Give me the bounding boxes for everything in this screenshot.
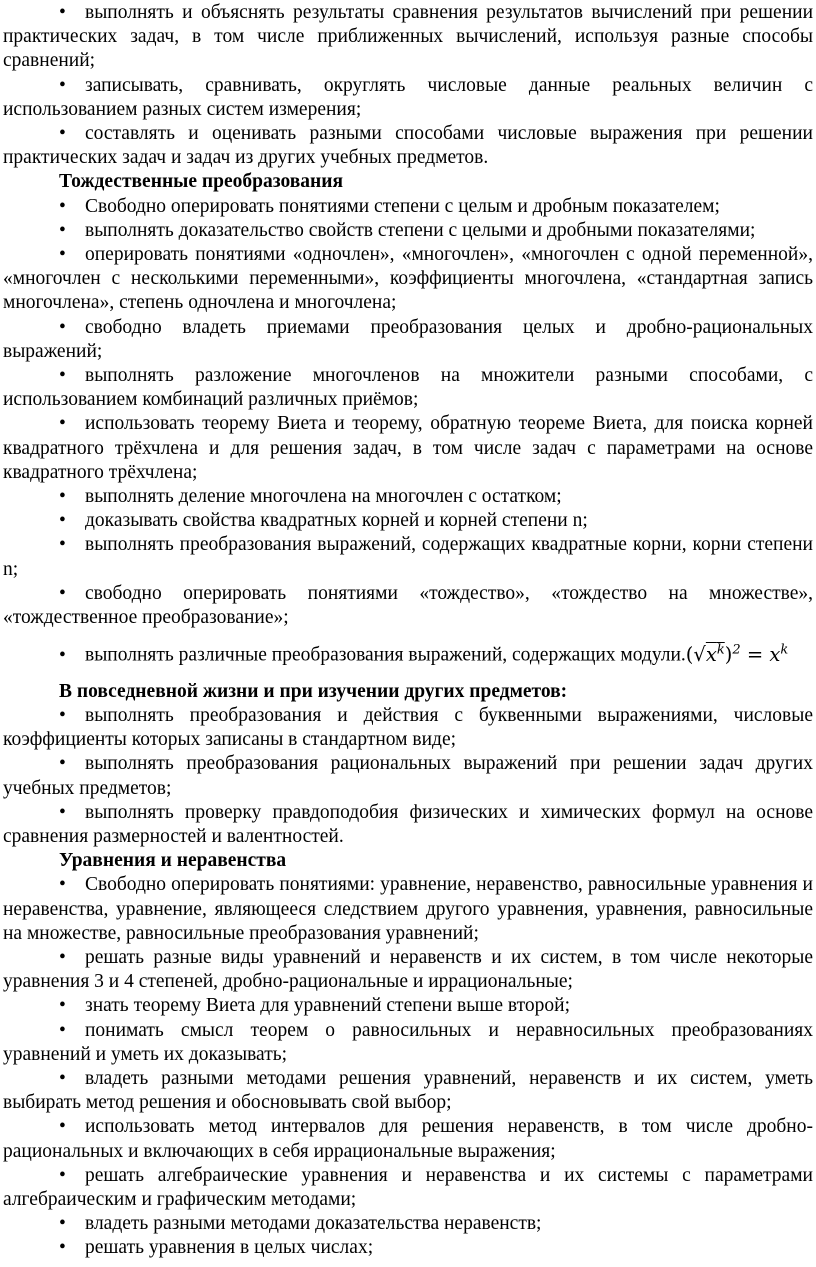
formula-open-paren: ( (685, 642, 694, 666)
bullet: • (59, 947, 66, 969)
bullet: • (59, 1068, 66, 1090)
list-item-text: владеть разными методами решения уравнений, неравенств и их систем, уметь выбирать метод решения и обосновывать свой выбор; (3, 1068, 813, 1114)
list-item (3, 1, 813, 74)
list-item-text: записывать, сравнивать, округлять числовые данные реальных величин с использованием разных систем измерения; (3, 74, 813, 120)
list-item-text: выполнять и объяснять результаты сравнения результатов вычислений при решении практических задач, в том числе приближенных вычислений, используя разные способы сравнений; (3, 2, 813, 72)
bullet: • (59, 123, 66, 145)
list-item (3, 752, 813, 800)
list-item (3, 412, 813, 485)
list-item (3, 1236, 813, 1260)
list-item (3, 195, 813, 219)
bullet: • (59, 486, 66, 508)
list-item-text: решать разные виды уравнений и неравенств и их систем, в том числе некоторые уравнения 3 и 4 степеней, дробно-рациональные и иррациональные; (3, 947, 813, 993)
list-item (3, 994, 813, 1018)
bullet: • (59, 995, 66, 1017)
list-item-text: Свободно оперировать понятиями: уравнение, неравенство, равносильные уравнения и неравенства, уравнение, являющееся следствием другого уравнения, уравнения, равносильные на множестве, равносильные преобразования уравнений; (3, 874, 813, 944)
list-item-text: понимать смысл теорем о равносильных и неравносильных преобразованиях уравнений и уметь их доказывать; (3, 1019, 813, 1065)
bullet: • (59, 244, 66, 266)
list-item (3, 582, 813, 630)
list-item-text: выполнять проверку правдоподобия физических и химических формул на основе сравнения размерностей и валентностей. (3, 801, 813, 847)
list-item (3, 485, 813, 509)
list-item-text: выполнять преобразования выражений, содержащих квадратные корни, корни степени n; (3, 534, 813, 580)
list-item-with-formula (3, 636, 813, 670)
list-item (3, 1067, 813, 1115)
bullet: • (59, 2, 66, 23)
section-heading: Тождественные преобразования (59, 171, 344, 193)
list-item-text: выполнять разложение многочленов на множители разными способами, с использованием комбинаций различных приёмов; (3, 365, 813, 411)
bullet: • (59, 510, 66, 532)
bullet: • (59, 1237, 66, 1259)
bullet: • (59, 413, 66, 435)
list-item-text: выполнять деление многочлена на многочлен с остатком; (85, 486, 562, 508)
bullet: • (59, 219, 66, 241)
list-item-text: владеть разными методами доказательства неравенств; (85, 1213, 542, 1235)
math-formula (686, 643, 788, 666)
section-heading: В повседневной жизни и при изучении других предметов: (59, 680, 568, 702)
list-item (3, 533, 813, 581)
bullet: • (59, 753, 66, 775)
list-item (3, 1115, 813, 1163)
list-item-text: выполнять преобразования и действия с буквенными выражениями, числовые коэффициенты которых записаны в стандартном виде; (3, 704, 813, 751)
list-item-text: выполнять доказательство свойств степени с целыми и дробными показателями; (85, 219, 756, 241)
list-item (3, 1164, 813, 1212)
list-item (3, 1019, 813, 1067)
list-item (3, 219, 813, 243)
bullet: • (59, 1213, 66, 1235)
bullet: • (59, 1164, 66, 1186)
list-item (3, 74, 813, 122)
list-item (3, 509, 813, 533)
list-item-text: выполнять преобразования рациональных выражений при решении задач других учебных предметов; (3, 753, 813, 799)
list-item (3, 704, 813, 752)
formula-rhs-exponent: k (780, 642, 789, 658)
list-item (3, 122, 813, 170)
bullet: • (59, 704, 66, 726)
list-item (3, 1212, 813, 1236)
formula-outer-exponent: 2 (732, 642, 741, 658)
bullet: • (59, 534, 66, 556)
list-item-text: составлять и оценивать разными способами числовые выражения при решении практических задач и задач из других учебных предметов. (3, 123, 813, 169)
bullet: • (59, 74, 66, 96)
list-item-text: свободно владеть приемами преобразования целых и дробно-рациональных выражений; (3, 316, 813, 362)
bullet: • (59, 365, 66, 387)
bullet: • (59, 644, 66, 666)
formula-exponent: k (716, 642, 725, 658)
bullet: • (59, 582, 66, 604)
sqrt-symbol: √ (693, 642, 706, 666)
list-item (3, 873, 813, 946)
list-item-text: использовать метод интервалов для решения неравенств, в том числе дробно-рациональных и включающих в себя иррациональные выражения; (3, 1116, 813, 1162)
formula-rhs-variable: x (769, 642, 781, 666)
list-item-text: свободно оперировать понятиями «тождество», «тождество на множестве», «тождественное преобразование»; (3, 582, 813, 629)
list-item (3, 946, 813, 994)
bullet: • (59, 316, 66, 338)
bullet: • (59, 874, 66, 896)
list-item-text: доказывать свойства квадратных корней и корней степени n; (85, 510, 588, 532)
list-item-text: выполнять различные преобразования выражений, содержащих модули. (85, 644, 686, 666)
list-item (3, 243, 813, 316)
list-item-text: оперировать понятиями «одночлен», «многочлен», «многочлен с одной переменной», «многочлен с несколькими переменными», коэффициенты многочлена, «стандартная запись многочлена», степень одночлена и многочлена; (3, 244, 813, 314)
list-item-text: знать теорему Виета для уравнений степени выше второй; (85, 995, 571, 1017)
bullet: • (59, 1019, 66, 1041)
bullet: • (59, 195, 66, 217)
list-item (3, 316, 813, 364)
list-item-text: решать уравнения в целых числах; (85, 1237, 374, 1259)
list-item-text: использовать теорему Виета и теорему, обратную теореме Виета, для поиска корней квадратного трёхчлена и для решения задач, в том числе задач с параметрами на основе квадратного трёхчлена; (3, 413, 813, 483)
list-item-text: решать алгебраические уравнения и неравенства и их системы с параметрами алгебраическим и графическим методами; (3, 1164, 813, 1211)
formula-equals: = (746, 642, 764, 666)
formula-variable: x (705, 642, 717, 666)
list-item (3, 364, 813, 412)
bullet: • (59, 1116, 66, 1138)
section-heading: Уравнения и неравенства (59, 850, 287, 872)
list-item-text: Свободно оперировать понятиями степени с целым и дробным показателем; (85, 195, 720, 217)
list-item (3, 801, 813, 849)
formula-radicand (706, 643, 725, 666)
formula-close-paren: ) (724, 642, 733, 666)
bullet: • (59, 801, 66, 823)
